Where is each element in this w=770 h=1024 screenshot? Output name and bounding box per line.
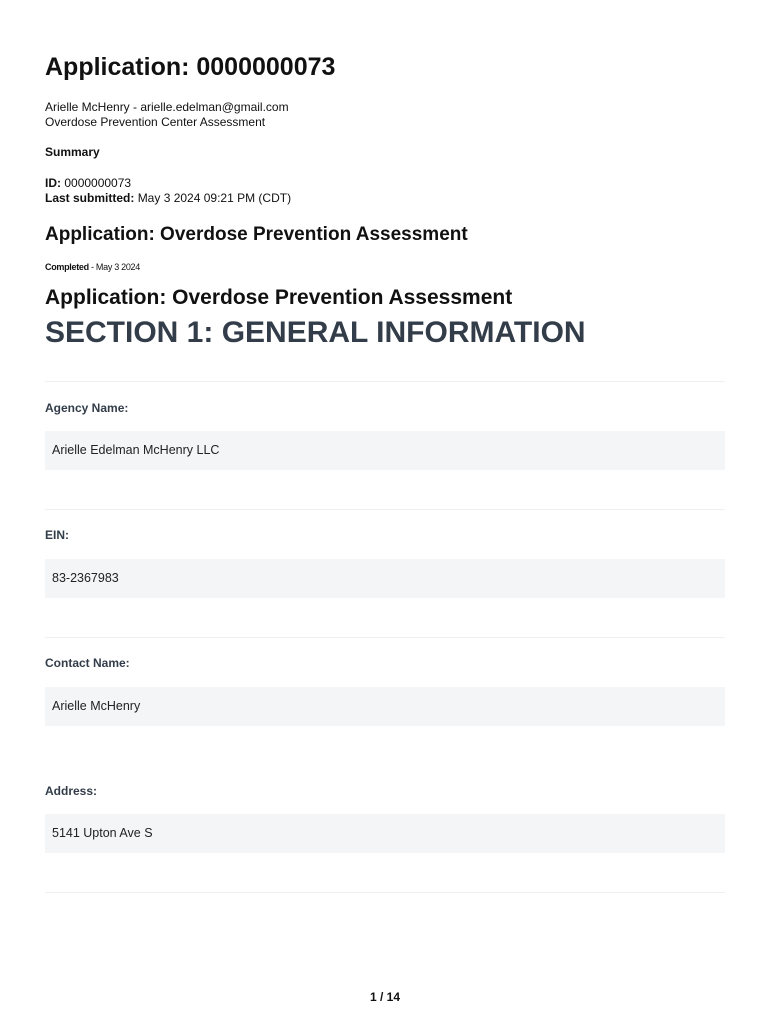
agency-name-value: Arielle Edelman McHenry LLC [45,431,725,470]
section-title: SECTION 1: GENERAL INFORMATION [45,316,586,349]
page-indicator: 1 / 14 [369,990,401,1004]
completion-status [45,262,140,272]
divider [45,892,725,893]
program-line: Overdose Prevention Center Assessment [45,115,266,129]
status-date: - May 3 2024 [91,262,140,272]
summary-label: Summary [45,145,100,159]
address-label: Address: [45,784,98,798]
divider [45,509,725,510]
contact-name-label: Contact Name: [45,656,130,670]
page-title: Application: 0000000073 [45,53,336,81]
last-submitted-value: May 3 2024 09:21 PM (CDT) [137,191,292,205]
last-submitted-row [45,191,291,205]
last-submitted-label: Last submitted: [45,191,135,205]
divider [45,381,725,382]
status-heading: Application: Overdose Prevention Assessment [45,224,468,245]
contact-name-value: Arielle McHenry [45,687,725,726]
id-label: ID: [45,176,61,190]
ein-value: 83-2367983 [45,559,725,598]
id-row [45,176,131,190]
ein-label: EIN: [45,528,69,542]
agency-name-label: Agency Name: [45,401,129,415]
id-value: 0000000073 [64,176,132,190]
status-badge: Completed [45,262,89,272]
address-value: 5141 Upton Ave S [45,814,725,853]
applicant-line: Arielle McHenry - arielle.edelman@gmail.com [45,100,289,114]
divider [45,637,725,638]
form-heading: Application: Overdose Prevention Assessment [45,286,513,309]
